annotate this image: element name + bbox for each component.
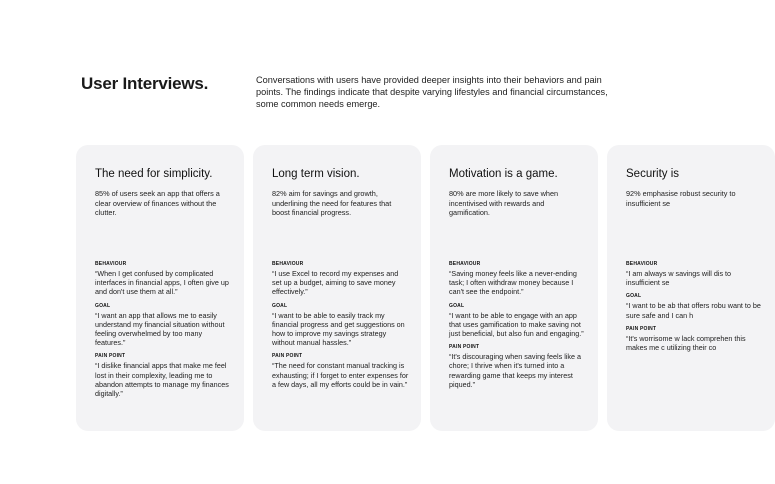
behaviour-quote: “I use Excel to record my expenses and set up a budget, aiming to save money effectively.” [272, 269, 399, 297]
behaviour-label: BEHAVIOUR [626, 261, 658, 267]
goal-label: GOAL [272, 302, 288, 309]
insight-cards [76, 145, 775, 431]
pain-point-quote: “The need for constant manual tracking is exhausting; if I forget to enter expenses for a few days, all my efforts could be in vain.” [272, 361, 409, 389]
goal-quote: “I want an app that allows me to easily understand my financial situation without feeling overwhelmed by too many features.” [95, 310, 225, 348]
card-sections [95, 261, 232, 404]
card-title: Security is [626, 168, 680, 180]
page-title: User Interviews. [81, 74, 209, 93]
goal-label: GOAL [449, 302, 465, 309]
behaviour-quote: “I am always w savings will dis to insufficient se [626, 269, 732, 288]
insight-card [76, 145, 244, 431]
behaviour-section [626, 261, 763, 287]
goal-section [626, 293, 763, 319]
goal-section [449, 303, 586, 339]
pain-point-quote: “It's worrisome w lack comprehen this makes me c utilizing their co [626, 333, 746, 353]
pain-point-section [449, 344, 586, 389]
goal-label: GOAL [626, 293, 642, 300]
behaviour-label: BEHAVIOUR [95, 261, 127, 267]
card-sections [449, 261, 586, 395]
card-stat: 92% emphasise robust security to insufficient se [626, 189, 736, 208]
behaviour-section [272, 261, 409, 297]
pain-point-label: PAIN POINT [449, 344, 480, 351]
card-sections [626, 261, 763, 358]
pain-point-section [95, 353, 232, 398]
goal-label: GOAL [95, 302, 111, 309]
pain-point-label: PAIN POINT [272, 353, 303, 360]
card-title: Long term vision. [272, 168, 360, 180]
goal-section [95, 303, 232, 348]
pain-point-label: PAIN POINT [95, 353, 126, 360]
goal-quote: “I want to be able to easily track my financial progress and get suggestions on how to improve my savings strategy without manual hassles.” [272, 310, 405, 348]
pain-point-quote: “It's discouraging when saving feels like a chore; I thrive when it's turned into a rewarding game that keeps my interest piqued.” [449, 352, 582, 389]
goal-quote: “I want to be able to engage with an app that uses gamification to make saving not just beneficial, but also fun and engaging.” [449, 310, 584, 339]
behaviour-quote: “When I get confused by complicated interfaces in financial apps, I often give up and don't use them at all.” [95, 269, 229, 297]
pain-point-quote: “I dislike financial apps that make me feel lost in their complexity, leading me to abandon attempts to manage my finances digitally.” [95, 361, 229, 399]
behaviour-label: BEHAVIOUR [272, 261, 304, 267]
card-title: Motivation is a game. [449, 168, 558, 180]
pain-point-section [626, 326, 763, 352]
pain-point-section [272, 353, 409, 389]
card-stat: 85% of users seek an app that offers a clear overview of finances without the clutter. [95, 189, 220, 217]
intro-paragraph: Conversations with users have provided deeper insights into their behaviors and pain points. The findings indicate that despite varying lifestyles and financial circumstances, some common needs emerge. [256, 75, 608, 109]
behaviour-section [449, 261, 586, 297]
behaviour-quote: “Saving money feels like a never-ending task; I often withdraw money because I can't see the endpoint.” [449, 269, 577, 297]
goal-quote: “I want to be ab that offers robu want to be sure safe and I can h [626, 301, 761, 320]
behaviour-section [95, 261, 232, 297]
behaviour-label: BEHAVIOUR [449, 261, 481, 267]
card-sections [272, 261, 409, 395]
card-stat: 82% aim for savings and growth, underlining the need for features that boost financial progress. [272, 189, 392, 217]
card-title: The need for simplicity. [95, 168, 213, 180]
insight-card [607, 145, 775, 431]
pain-point-label: PAIN POINT [626, 325, 657, 332]
insight-card [253, 145, 421, 431]
insight-card [430, 145, 598, 431]
card-stat: 80% are more likely to save when incentivised with rewards and gamification. [449, 189, 559, 217]
goal-section [272, 303, 409, 348]
